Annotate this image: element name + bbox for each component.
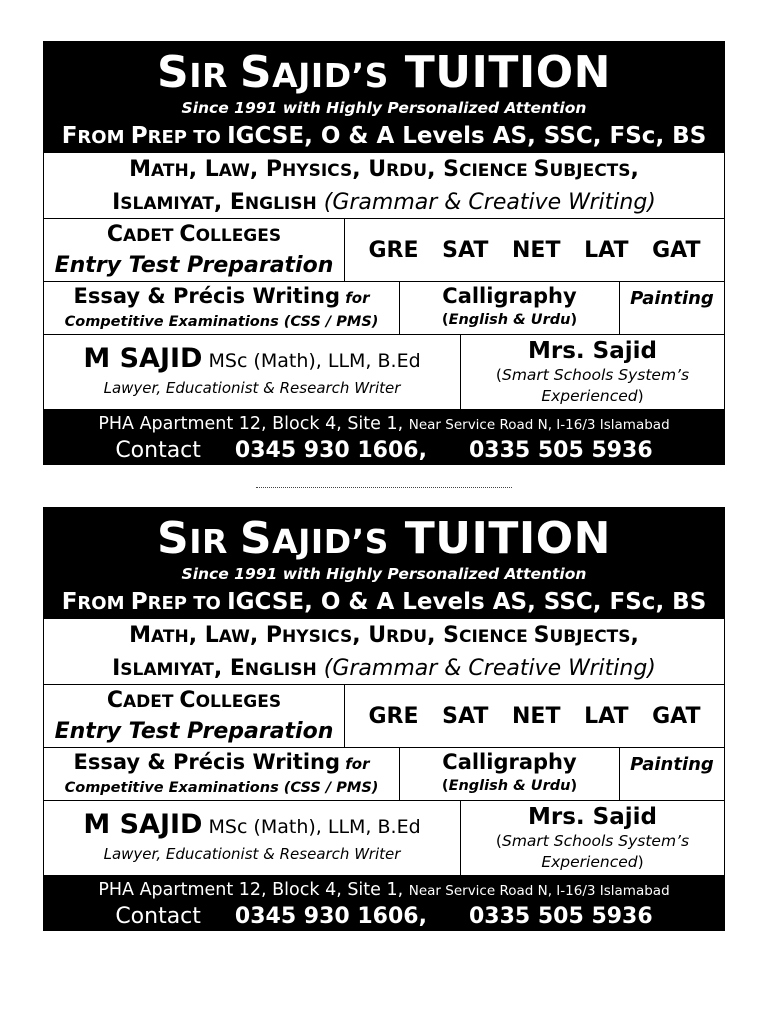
cadet-row xyxy=(44,218,724,281)
subjects-line-1: MATH, LAW, PHYSICS, URDU, SCIENCE SUBJECTS, xyxy=(129,623,639,648)
competitive-exams-label: Competitive Examinations (CSS / PMS) xyxy=(64,780,379,796)
competitive-exams-label: Competitive Examinations (CSS / PMS) xyxy=(64,314,379,330)
calligraphy-cell xyxy=(400,748,620,800)
m-sajid-cell xyxy=(44,335,461,409)
calligraphy-languages: (English & Urdu) xyxy=(441,312,578,328)
m-sajid-cell xyxy=(44,801,461,875)
mrs-sajid-cell xyxy=(461,335,724,409)
painting-cell: Painting xyxy=(630,754,714,775)
contact-line xyxy=(44,904,724,930)
subjects-line-2: ISLAMIYAT, ENGLISH (Grammar & Creative Writing) xyxy=(112,656,656,681)
calligraphy-cell xyxy=(400,282,620,334)
teachers-row xyxy=(44,800,724,875)
essay-writing-cell: Essay & Précis Writing for Competitive Examinations (CSS / PMS) xyxy=(44,748,400,800)
teacher-qualifications: MSc (Math), LLM, B.Ed xyxy=(202,350,421,372)
flyer-footer xyxy=(44,875,724,930)
mrs-sajid-description: (Smart Schools System’s Experienced) xyxy=(495,832,690,871)
cadet-colleges-cell xyxy=(44,219,345,281)
cut-line-divider xyxy=(256,487,512,488)
contact-label: Contact xyxy=(115,438,201,463)
address-line: PHA Apartment 12, Block 4, Site 1, Near Service Road N, I-16/3 Islamabad xyxy=(98,880,670,900)
tuition-flyer-bottom xyxy=(43,507,725,931)
subjects-line-2: ISLAMIYAT, ENGLISH (Grammar & Creative Writing) xyxy=(112,190,656,215)
address-line: PHA Apartment 12, Block 4, Site 1, Near Service Road N, I-16/3 Islamabad xyxy=(98,414,670,434)
cadet-row xyxy=(44,684,724,747)
subjects-line-1: MATH, LAW, PHYSICS, URDU, SCIENCE SUBJECTS, xyxy=(129,157,639,182)
contact-line xyxy=(44,438,724,464)
teacher-qualifications: MSc (Math), LLM, B.Ed xyxy=(202,816,421,838)
since-tagline: Since 1991 with Highly Personalized Attention xyxy=(181,99,587,117)
test-list: GRE SAT NET LAT GAT xyxy=(368,703,701,729)
cadet-colleges-title: CADET COLLEGES xyxy=(106,688,282,713)
painting-cell: Painting xyxy=(630,288,714,309)
flyer-title: SIR SAJID’S TUITION xyxy=(157,47,611,98)
calligraphy-languages: (English & Urdu) xyxy=(441,778,578,794)
subjects-section xyxy=(44,618,724,684)
teacher-name: M SAJID xyxy=(83,343,203,374)
phone-number-1: 0345 930 1606, xyxy=(234,438,427,463)
phone-number-1: 0345 930 1606, xyxy=(234,904,427,929)
essay-writing-title: Essay & Précis Writing xyxy=(73,284,341,308)
services-row xyxy=(44,747,724,800)
essay-writing-title: Essay & Précis Writing xyxy=(73,750,341,774)
test-list: GRE SAT NET LAT GAT xyxy=(368,237,701,263)
cadet-colleges-title: CADET COLLEGES xyxy=(106,222,282,247)
cadet-colleges-cell xyxy=(44,685,345,747)
flyer-header xyxy=(44,42,724,152)
teachers-row xyxy=(44,334,724,409)
entry-test-label: Entry Test Preparation xyxy=(54,719,334,744)
entry-test-label: Entry Test Preparation xyxy=(54,253,334,278)
since-tagline: Since 1991 with Highly Personalized Attention xyxy=(181,565,587,583)
levels-line: FROM PREP TO IGCSE, O & A Levels AS, SSC, FSc, BS xyxy=(61,589,707,615)
flyer-header xyxy=(44,508,724,618)
tuition-flyer-top xyxy=(43,41,725,465)
mrs-sajid-description: (Smart Schools System’s Experienced) xyxy=(495,366,690,405)
teacher-role: Lawyer, Educationist & Research Writer xyxy=(103,845,401,863)
flyer-footer xyxy=(44,409,724,464)
subjects-section xyxy=(44,152,724,218)
essay-writing-cell: Essay & Précis Writing for Competitive Examinations (CSS / PMS) xyxy=(44,282,400,334)
calligraphy-title: Calligraphy xyxy=(442,284,577,308)
calligraphy-title: Calligraphy xyxy=(442,750,577,774)
phone-number-2: 0335 505 5936 xyxy=(468,904,653,929)
mrs-sajid-name: Mrs. Sajid xyxy=(528,338,657,364)
phone-number-2: 0335 505 5936 xyxy=(468,438,653,463)
contact-label: Contact xyxy=(115,904,201,929)
teacher-role: Lawyer, Educationist & Research Writer xyxy=(103,379,401,397)
levels-line: FROM PREP TO IGCSE, O & A Levels AS, SSC, FSc, BS xyxy=(61,123,707,149)
flyer-title: SIR SAJID’S TUITION xyxy=(157,513,611,564)
services-row xyxy=(44,281,724,334)
teacher-name: M SAJID xyxy=(83,809,203,840)
mrs-sajid-cell xyxy=(461,801,724,875)
mrs-sajid-name: Mrs. Sajid xyxy=(528,804,657,830)
